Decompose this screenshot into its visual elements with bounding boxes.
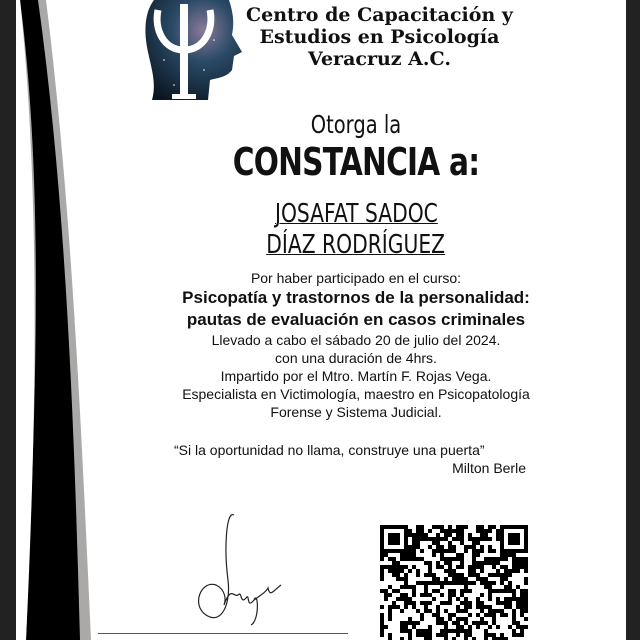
date-text: Llevado a cabo el sábado 20 de julio del 2024. <box>211 332 501 348</box>
course-title-1: Psicopatía y trastornos de la personalidad: <box>182 288 530 307</box>
course-title-2: pautas de evaluación en casos criminales <box>186 310 526 329</box>
grants-text: Otorga la <box>310 110 402 139</box>
intro-text: Por haber participado en el curso: <box>250 270 462 286</box>
certificate-body <box>116 269 596 421</box>
recipient-line-1: JOSAFAT SADOC <box>274 199 438 229</box>
certificate-title: CONSTANCIA a: <box>232 140 480 184</box>
certificate-page <box>16 0 626 640</box>
recipient-name <box>116 198 596 260</box>
signature-line <box>98 633 348 634</box>
duration-text: con una duración de 4hrs. <box>275 350 437 366</box>
signature <box>176 510 286 630</box>
org-line-1: Centro de Capacitación y <box>246 4 513 26</box>
specialty-text-1: Especialista en Victimología, maestro en Psicopatología <box>182 386 530 402</box>
organization-name <box>246 4 513 70</box>
logo-head-psi-icon <box>144 0 244 102</box>
org-line-3: Veracruz A.C. <box>307 48 451 70</box>
quote-text: “Si la oportunidad no llama, construye una puerta” <box>174 442 485 458</box>
quote-author: Milton Berle <box>452 460 526 476</box>
instructor-text: Impartido por el Mtro. Martín F. Rojas Vega. <box>220 368 492 384</box>
specialty-text-2: Forense y Sistema Judicial. <box>270 404 442 420</box>
recipient-line-2: DÍAZ RODRÍGUEZ <box>266 230 446 260</box>
qr-code[interactable] <box>380 525 528 640</box>
org-line-2: Estudios en Psicología <box>259 26 500 48</box>
